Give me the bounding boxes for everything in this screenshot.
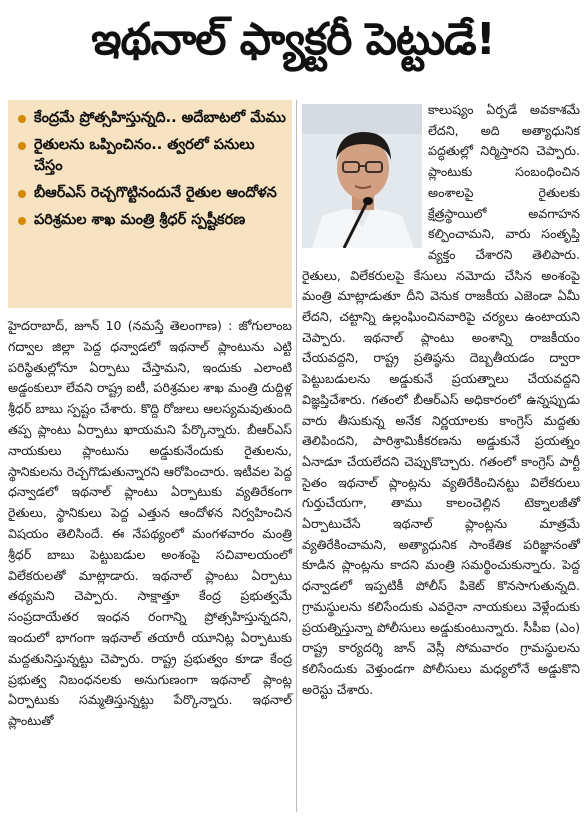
article-text-right: కాలుష్యం ఏర్పడే అవకాశమే లేదని, అది అత్యాధునిక పద్ధతుల్లో నిర్మిస్తారని చెప్పారు. ప్లాంటుకు సంబంధించిన అంశాలపై రైతులకు క్షేత్రస్థాయిలో అవగాహన కల్పించామని, వారు సంతృప్తి వ్యక్తం చేశారని తెలిపారు. రైతులు, విలేకరులపై కేసులు నమోదు చేసిన అంశంపై మంత్రి మాట్లాడుతూ దీని వెనుక రాజకీయ ఎజెండా ఏమీ లేదని, చట్టాన్ని ఉల్లంఘించినవారిపై చర్యలు ఉంటాయని చెప్పారు. ఇథనాల్ ప్లాంటు అంశాన్ని రాజకీయం చేయవద్దని, రాష్ట్ర ప్రతిష్ఠను దెబ్బతీయడం ద్వారా పెట్టుబడులను అడ్డుకునే ప్రయత్నాలు చేయవద్దని విజ్ఞప్తిచేశారు. గతంలో బీఆర్ఎస్ అధికారంలో ఉన్నప్పుడు వారు తీసుకున్న అనేక నిర్ణయాలకు కాంగ్రెస్ మద్దతు తెలిపిందని, పారిశ్రామికీకరణను అడ్డుకునే ప్రయత్నం ఏనాడూ చేయలేదని చెప్పుకొచ్చారు. గతంలో కాంగ్రెస్ పార్టీ సైతం ఇథనాల్ ప్లాంట్లను వ్యతిరేకించినట్టు విలేకరులు గుర్తుచేయగా, తాము కాలంచెల్లిన టెక్నాలజీతో ఏర్పాటుచేసే ఇథనాల్ ప్లాంట్లను మాత్రమే వ్యతిరేకించామని, అత్యాధునిక సాంకేతిక పరిజ్ఞానంతో కూడిన ప్లాంట్లను కాదని మంత్రి సమర్థించుకున్నారు. పెద్ద ధన్వాడలో ఇప్పటికీ పోలీస్ పికెట్ కొనసాగుతున్నది. గ్రామస్థులను కలిసేందుకు ఎవరైనా నాయకులు వెళ్లేందుకు ప్రయత్నిస్తున్నా పోలీసులు అడ్డుకుంటున్నారు. సీపీఐ (ఎం) రాష్ట్ర కార్యదర్శి జాన్ వెస్లీ సోమవారం గ్రామస్థులను కలిసేందుకు వెళ్తుండగా పోలీసులు మధ్యలోనే అడ్డుకొని అరెస్టు చేశారు. (302, 102, 580, 697)
bullet-dot-icon (18, 190, 26, 198)
column-divider (296, 100, 297, 812)
highlight-text: పరిశ్రమల శాఖ మంత్రి శ్రీధర్ స్పష్టీకరణ (34, 212, 246, 228)
bullet-dot-icon (18, 142, 26, 150)
article-left-column (8, 316, 292, 812)
person-portrait-icon (302, 104, 422, 248)
headline: ఇథనాల్ ఫ్యాక్టరీ పెట్టుడే! (91, 14, 495, 65)
bullet-dot-icon (18, 217, 26, 225)
minister-photo (302, 104, 422, 248)
highlight-item (18, 108, 286, 129)
article-text-left: హైదరాబాద్, జూన్ 10 (నమస్తే తెలంగాణ) : జోగులాంబ గద్వాల జిల్లా పెద్ద ధన్వాడలో ఇథనాల్ ప్లాంటును ఎట్టి పరిస్థితుల్లోనూ ఏర్పాటు చేస్తామని, ఇందుకు ఎలాంటి అడ్డంకులూ లేవని రాష్ట్ర ఐటీ, పరిశ్రమల శాఖ మంత్రి దుద్దిళ్ల శ్రీధర్ బాబు స్పష్టం చేశారు. కొద్ది రోజులు ఆలస్యమవుతుంది తప్ప ప్లాంటు ఏర్పాటు ఖాయమని పేర్కొన్నారు. బీఆర్ఎస్ నాయకులు ప్లాంటును అడ్డుకునేందుకు రైతులను, స్థానికులను రెచ్చగొడుతున్నారని ఆరోపించారు. ఇటీవల పెద్ద ధన్వాడలో ఇథనాల్ ప్లాంటు ఏర్పాటుకు వ్యతిరేకంగా రైతులు, స్థానికులు పెద్ద ఎత్తున ఆందోళన నిర్వహించిన విషయం తెలిసిందే. ఈ నేపథ్యంలో మంగళవారం మంత్రి శ్రీధర్ బాబు పెట్టుబడుల అంశంపై సచివాలయంలో విలేకరులతో మాట్లాడారు. ఇథనాల్ ప్లాంటు ఏర్పాటు తథ్యమని చెప్పారు. సాక్షాత్తూ కేంద్ర ప్రభుత్వమే సంప్రదాయేతర ఇంధన రంగాన్ని ప్రోత్సహిస్తున్నదని, ఇందులో భాగంగా ఇథనాల్ తయారీ యూనిట్ల ఏర్పాటుకు మద్దతునిస్తున్నట్టు చెప్పారు. రాష్ట్ర ప్రభుత్వం కూడా కేంద్ర ప్రభుత్వ నిబంధనలకు అనుగుణంగా ఇథనాల్ ప్లాంట్ల ఏర్పాటుకు సమ్మతిస్తున్నట్టు పేర్కొన్నారు. ఇథనాల్ ప్లాంటుతో (8, 318, 292, 729)
highlight-item (18, 183, 286, 204)
highlight-item (18, 135, 286, 177)
highlight-text: బీఆర్ఎస్ రెచ్చగొట్టినందునే రైతుల ఆందోళన (34, 185, 277, 201)
highlight-text: కేంద్రమే ప్రోత్సహిస్తున్నది.. అదేబాటలో మేము (34, 110, 286, 126)
highlights-box (8, 100, 292, 308)
bullet-dot-icon (18, 115, 26, 123)
highlight-text: రైతులను ఒప్పించినం.. త్వరలో పనులు చేస్తం (34, 137, 255, 174)
highlight-item (18, 210, 286, 231)
